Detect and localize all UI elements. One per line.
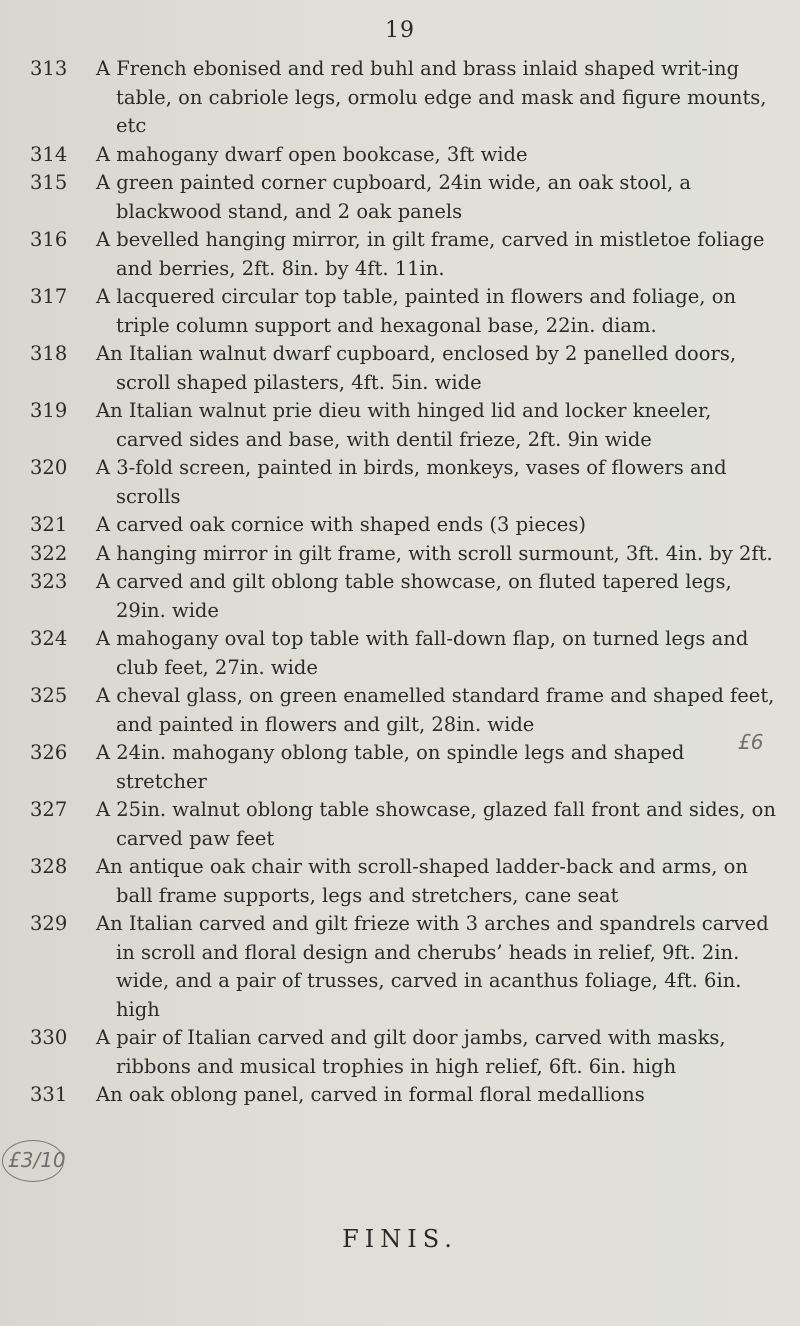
lot-number: 317 xyxy=(30,285,68,308)
lot-entry xyxy=(0,141,800,170)
lot-description: A 24in. mahogany oblong table, on spindle legs and shaped stretcher xyxy=(96,741,685,793)
lot-entry xyxy=(0,340,800,397)
lot-number: 330 xyxy=(30,1026,68,1049)
lot-entry xyxy=(0,682,800,739)
lot-number: 322 xyxy=(30,541,68,565)
lot-description: A mahogany oval top table with fall-down flap, on turned legs and club feet, 27in. wide xyxy=(96,627,749,679)
lot-number: 326 xyxy=(30,741,68,764)
lot-number: 318 xyxy=(30,342,68,365)
lot-number: 314 xyxy=(30,142,68,166)
lot-description: An Italian carved and gilt frieze with 3 arches and spandrels carved in scroll and floral design and cherubs’ heads in relief, 9ft. 2in. wide, and a pair of trusses, carved in acanthus foliage, 4ft. 6in. high xyxy=(96,912,769,1021)
lot-number: 319 xyxy=(30,399,68,422)
lot-description: An antique oak chair with scroll-shaped ladder-back and arms, on ball frame supports, legs and stretchers, cane seat xyxy=(96,855,748,907)
lot-entry xyxy=(0,169,800,226)
lot-entry xyxy=(0,454,800,511)
lot-number: 313 xyxy=(30,57,68,80)
lot-number: 329 xyxy=(30,912,68,935)
lot-number: 315 xyxy=(30,171,68,194)
lot-description: A lacquered circular top table, painted in flowers and foliage, on triple column support and hexagonal base, 22in. diam. xyxy=(96,285,737,337)
lot-number: 320 xyxy=(30,456,68,479)
lot-number: 327 xyxy=(30,798,68,821)
lot-entry xyxy=(0,1024,800,1081)
lot-entry xyxy=(0,568,800,625)
lot-description: A carved oak cornice with shaped ends (3 pieces) xyxy=(96,513,586,536)
lot-description: A cheval glass, on green enamelled standard frame and shaped feet, and painted in flowers and gilt, 28in. wide xyxy=(96,684,775,736)
lot-description: A bevelled hanging mirror, in gilt frame, carved in mistletoe foliage and berries, 2ft. 8in. by 4ft. 11in. xyxy=(96,228,765,280)
lot-number: 321 xyxy=(30,513,68,536)
lot-entry xyxy=(0,540,800,569)
lot-description: A carved and gilt oblong table showcase, on fluted tapered legs, 29in. wide xyxy=(96,570,732,622)
lot-entry xyxy=(0,625,800,682)
lot-description: An oak oblong panel, carved in formal floral medallions xyxy=(96,1083,645,1106)
lot-description: A green painted corner cupboard, 24in wide, an oak stool, a blackwood stand, and 2 oak panels xyxy=(96,171,691,223)
lot-number: 328 xyxy=(30,855,68,878)
lot-number: 316 xyxy=(30,228,68,251)
handwritten-price-note: £3/10 xyxy=(8,1148,66,1172)
lot-entry xyxy=(0,910,800,1024)
lot-entry xyxy=(0,283,800,340)
handwritten-price-note: £6 xyxy=(738,730,764,754)
finis-footer: FINIS. xyxy=(342,1225,458,1253)
lot-description: A 3-fold screen, painted in birds, monkeys, vases of flowers and scrolls xyxy=(96,456,727,508)
lot-description: A French ebonised and red buhl and brass inlaid shaped writ-ing table, on cabriole legs, ormolu edge and mask and figure mounts, etc xyxy=(96,57,767,137)
lot-list xyxy=(0,55,800,1110)
lot-number: 325 xyxy=(30,684,68,707)
lot-description: An Italian walnut prie dieu with hinged lid and locker kneeler, carved sides and base, with dentil frieze, 2ft. 9in wide xyxy=(96,399,712,451)
lot-number: 331 xyxy=(30,1083,68,1106)
lot-entry xyxy=(0,397,800,454)
lot-description: A hanging mirror in gilt frame, with scroll surmount, 3ft. 4in. by 2ft. xyxy=(96,541,773,565)
lot-description: A pair of Italian carved and gilt door jambs, carved with masks, ribbons and musical trophies in high relief, 6ft. 6in. high xyxy=(96,1026,726,1078)
lot-entry xyxy=(0,55,800,141)
lot-description: A mahogany dwarf open bookcase, 3ft wide xyxy=(96,142,528,166)
lot-entry xyxy=(0,796,800,853)
lot-description: A 25in. walnut oblong table showcase, glazed fall front and sides, on carved paw feet xyxy=(96,798,776,850)
lot-entry xyxy=(0,1081,800,1110)
lot-number: 324 xyxy=(30,627,68,650)
page-number: 19 xyxy=(385,18,415,43)
lot-entry xyxy=(0,226,800,283)
lot-description: An Italian walnut dwarf cupboard, enclosed by 2 panelled doors, scroll shaped pilasters, 4ft. 5in. wide xyxy=(96,342,737,394)
lot-entry xyxy=(0,511,800,540)
lot-number: 323 xyxy=(30,570,68,593)
lot-entry xyxy=(0,853,800,910)
lot-entry xyxy=(0,739,800,796)
